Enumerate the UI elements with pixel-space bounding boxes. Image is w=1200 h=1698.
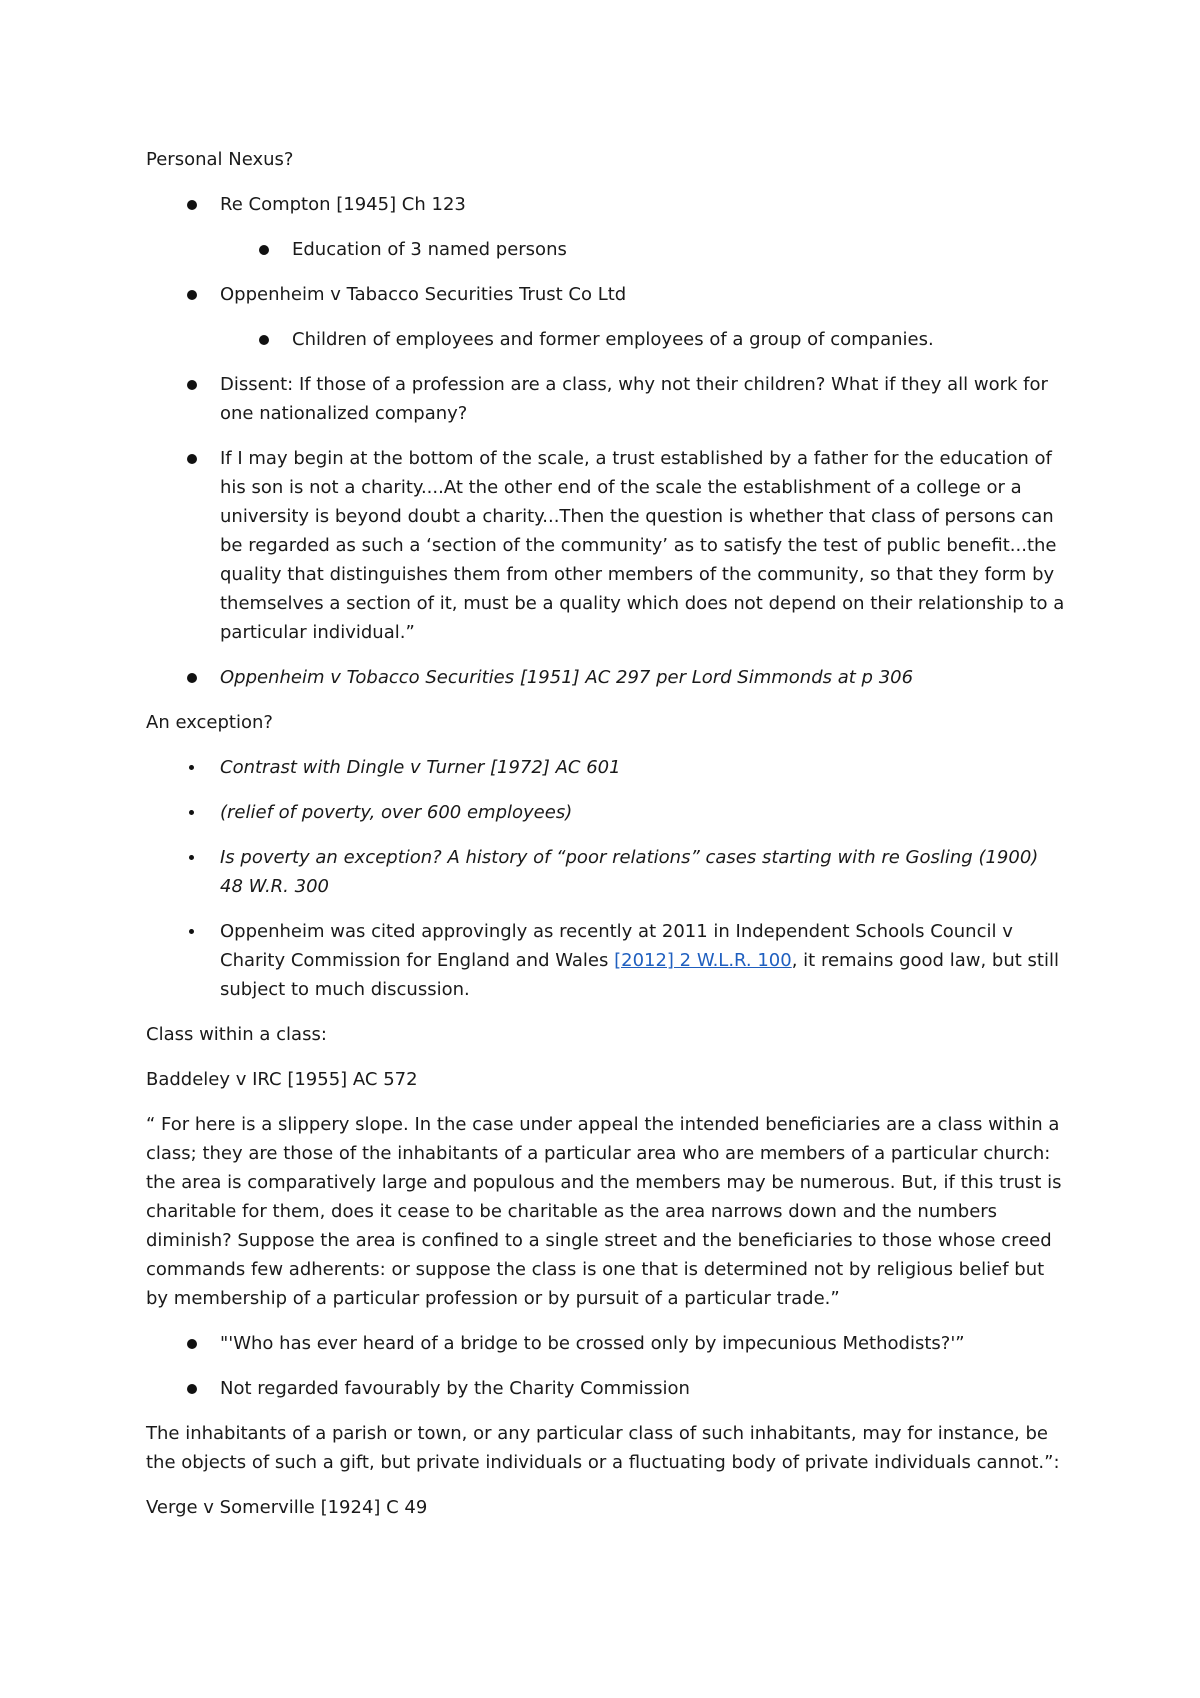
- heading-personal-nexus: Personal Nexus?: [146, 149, 294, 170]
- list-item: [146, 798, 1066, 827]
- citation-link[interactable]: [2012] 2 W.L.R. 100: [614, 950, 792, 971]
- oppenheim-case: Oppenheim v Tabacco Securities Trust Co Ltd: [220, 284, 627, 305]
- list-item: [146, 917, 1066, 1004]
- verge-case: Verge v Somerville [1924] C 49: [146, 1497, 428, 1518]
- bullet-icon: [187, 200, 197, 210]
- list-item: [146, 1329, 1066, 1358]
- poverty-question: Is poverty an exception? A history of “poor relations” cases starting with re Gosling (1900) 48 W.R. 300: [220, 847, 1039, 897]
- bullet-icon: [187, 1339, 197, 1349]
- baddeley-quote: “ For here is a slippery slope. In the case under appeal the intended beneficiaries are a class within a class; they are those of the inhabitants of a particular area who are members of a particular church: the area is comparatively large and populous and the members may be numerous. But, if this trust is charitable for them, does it cease to be charitable as the area narrows down and the numbers diminish? Suppose the area is confined to a single street and the beneficiaries to those whose creed commands few adherents: or suppose the class is one that is determined not by religious belief but by membership of a particular profession or by pursuit of a particular trade.”: [146, 1114, 1062, 1309]
- charity-commission-note: Not regarded favourably by the Charity Commission: [220, 1378, 690, 1399]
- compton-detail: Education of 3 named persons: [292, 239, 567, 260]
- bullet-icon: [187, 1384, 197, 1394]
- bullet-icon: [189, 855, 194, 860]
- bullet-icon: [189, 929, 194, 934]
- oppenheim-quote: If I may begin at the bottom of the scale, a trust established by a father for the education of his son is not a charity....At the other end of the scale the establishment of a college or a university is beyond doubt a charity...Then the question is whether that class of persons can be regarded as such a ‘section of the community’ as to satisfy the test of public benefit...the quality that distinguishes them from other members of the community, so that they form by themselves a section of it, must be a quality which does not depend on their relationship to a particular individual.”: [220, 448, 1065, 643]
- bullet-icon: [259, 245, 269, 255]
- bullet-icon: [259, 335, 269, 345]
- dingle-contrast: Contrast with Dingle v Turner [1972] AC 601: [220, 757, 621, 778]
- bridge-quote: "'Who has ever heard of a bridge to be crossed only by impecunious Methodists?'”: [220, 1333, 965, 1354]
- heading-class-within-class: Class within a class:: [146, 1024, 327, 1045]
- list-item: [146, 444, 1066, 647]
- baddeley-case: Baddeley v IRC [1955] AC 572: [146, 1069, 418, 1090]
- list-item: [146, 235, 1066, 264]
- oppenheim-cited-text: Oppenheim was cited approvingly as recently at 2011 in Independent Schools Council v Charity Commission for England and Wales: [220, 921, 1013, 971]
- list-item: [146, 190, 1066, 219]
- bullet-icon: [187, 454, 197, 464]
- heading-exception: An exception?: [146, 712, 273, 733]
- list-item: [146, 843, 1066, 901]
- inhabitants-paragraph: The inhabitants of a parish or town, or any particular class of such inhabitants, may for instance, be the objects of such a gift, but private individuals or a fluctuating body of private individuals cannot.”:: [146, 1423, 1060, 1473]
- bullet-icon: [187, 673, 197, 683]
- list-item: [146, 370, 1066, 428]
- compton-case: Re Compton [1945] Ch 123: [220, 194, 466, 215]
- document-body: [146, 145, 1066, 1538]
- list-item: [146, 663, 1066, 692]
- quote-citation: Oppenheim v Tobacco Securities [1951] AC 297 per Lord Simmonds at p 306: [220, 667, 914, 688]
- dissent-text: Dissent: If those of a profession are a class, why not their children? What if they all work for one nationalized company?: [220, 374, 1048, 424]
- list-item: [146, 1374, 1066, 1403]
- list-item: [146, 753, 1066, 782]
- bullet-icon: [187, 290, 197, 300]
- oppenheim-detail: Children of employees and former employees of a group of companies.: [292, 329, 934, 350]
- list-item: [146, 280, 1066, 309]
- bullet-icon: [187, 380, 197, 390]
- oppenheim-cited-rest: , it remains good law, but still subject to much discussion.: [220, 950, 1059, 1000]
- dingle-detail: (relief of poverty, over 600 employees): [220, 802, 573, 823]
- bullet-icon: [189, 765, 194, 770]
- bullet-icon: [189, 810, 194, 815]
- list-item: [146, 325, 1066, 354]
